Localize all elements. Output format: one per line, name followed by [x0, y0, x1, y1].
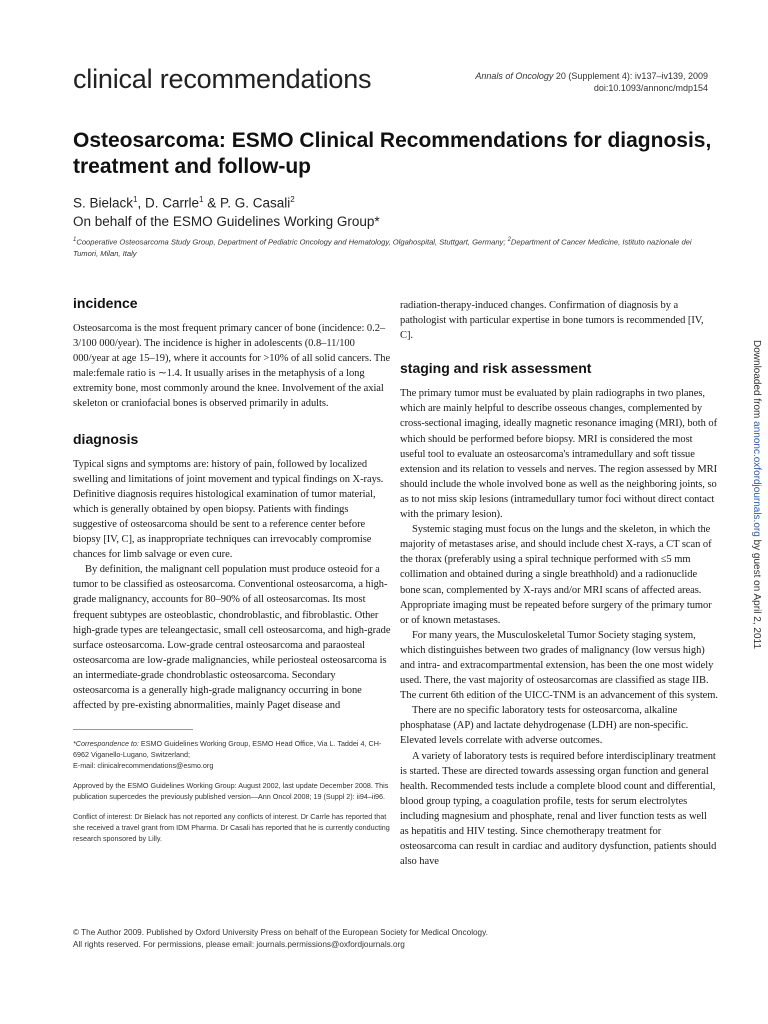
download-prefix: Downloaded from	[751, 340, 762, 422]
author-list	[73, 191, 713, 231]
doi: doi:10.1093/annonc/mdp154	[593, 83, 708, 93]
affiliation-text: Cooperative Osteosarcoma Study Group, Department of Pediatric Oncology and Hematology, Olgahospital, Stuttgart, Germany;	[76, 237, 508, 247]
paragraph: For many years, the Musculoskeletal Tumor Society staging system, which distinguishes between two grades of malignancy (low versus high) and intra- and extracompartmental extension, has been the one most widely used. There, the vast majority of osteosarcomas are classified as stage IIB. The current 6th edition of the UICC-TNM is an advancement of this system.	[400, 629, 718, 702]
left-column	[73, 294, 391, 853]
journal-reference	[408, 70, 708, 94]
author-separator: &	[203, 195, 220, 211]
section-title: clinical recommendations	[73, 64, 372, 94]
download-watermark	[751, 340, 762, 649]
journal-citation: 20 (Supplement 4): iv137–iv139, 2009	[555, 71, 708, 81]
on-behalf-line: On behalf of the ESMO Guidelines Working Group*	[73, 213, 380, 229]
copyright-line: © The Author 2009. Published by Oxford University Press on behalf of the European Society for Medical Oncology.	[73, 928, 488, 937]
paragraph: There are no specific laboratory tests for osteosarcoma, alkaline phosphatase (AP) and lactate dehydrogenase (LDH) are non-specific. Elevated levels correlate with adverse outcomes.	[400, 705, 689, 747]
footnote-label: *Correspondence to:	[73, 739, 139, 749]
approval-footnote: Approved by the ESMO Guidelines Working Group: August 2002, last update December 2008. This publication supercedes the previously published version—Ann Oncol 2008; 19 (Suppl 2): ii94–ii96.	[73, 781, 389, 802]
conflict-footnote: Conflict of interest: Dr Bielack has not reported any conflicts of interest. Dr Carrle has reported that she received a travel grant from IDM Pharma. Dr Casali has reported that he is currently conducting research sponsored by Lilly.	[73, 812, 390, 844]
journal-name: Annals of Oncology	[475, 71, 554, 81]
paragraph: By definition, the malignant cell population must produce osteoid for a tumor to be classified as osteosarcoma. Conventional osteosarcoma, a high-grade malignancy, accounts for 80–90% of all osteosarcomas. Its most frequent subtypes are osteoblastic, chondroblastic, and fibroblastic. Other high-grade types are teleangectasic, small cell osteosarcoma, and high-grade surface osteosarcoma. Low-grade central osteosarcoma and paraosteal osteosarcoma are low-grade malignancies, while periosteal osteosarcoma is an intermediate-grade chondroblastic osteosarcoma. Secondary osteosarcoma is a generally high-grade malignancy occurring in bone affected by pre-existing abnormalities, mainly Paget disease and	[73, 564, 391, 712]
footnote-divider	[73, 729, 193, 730]
affiliation-marker: 1	[199, 195, 204, 204]
affiliation-marker: 1	[133, 195, 138, 204]
correspondence-footnote	[73, 738, 391, 771]
paragraph: Typical signs and symptoms are: history of pain, followed by localized swelling and limitations of joint movement and typical findings on X-rays. Definitive diagnosis requires histological examination of tumor material, which is generally obtained by open biopsy. Patients with findings suggestive of osteosarcoma should be sent to a reference center before biopsy [IV, C], as inappropriate techniques can irrevocably compromise chances for limb salvage or even cure.	[73, 458, 384, 561]
footnote-text: ESMO Guidelines Working Group, ESMO Head Office, Via L. Taddei 4, CH-6962 Viganello-Lugano, Switzerland;	[73, 739, 382, 760]
journal-site-link[interactable]: annonc.oxfordjournals.org	[751, 421, 762, 537]
affiliation-marker: 2	[290, 195, 295, 204]
paragraph: Osteosarcoma is the most frequent primary cancer of bone (incidence: 0.2–3/100 000/year). The incidence is higher in adolescents (0.8–11/100 000/year at age 15–19), where it accounts for >10% of all solid cancers. The male:female ratio is ∼1.4. It usually arises in the metaphysis of a long extremity bone, most commonly around the knee. Involvement of the axial skeleton or craniofacial bones is observed primarily in adults.	[73, 323, 391, 410]
author-separator: ,	[137, 195, 145, 211]
copyright-line: All rights reserved. For permissions, please email: journals.permissions@oxfordjournals.org	[73, 939, 405, 949]
correspondence-email[interactable]: E-mail: clinicalrecommendations@esmo.org	[73, 761, 214, 771]
right-column	[400, 298, 718, 869]
copyright-notice	[73, 927, 713, 950]
section-heading-diagnosis: diagnosis	[73, 430, 139, 447]
affiliation-marker: 1	[73, 237, 77, 243]
paragraph: The primary tumor must be evaluated by plain radiographs in two planes, which are mainly helpful to describe osseous changes, complemented by cross-sectional imaging, ideally magnetic resonance imaging (MRI), both of which should be performed before biopsy. MRI is considered the most useful tool to evaluate an osteosarcoma's intramedullary and soft tissue extension and its relation to vessels and nerves. The region assessed by MRI should include the whole involved bone as well as the neighboring joints, so as to not miss skip lesions (intramedullary tumor foci without direct contact with the primary lesion).	[400, 388, 718, 521]
article-title: Osteosarcoma: ESMO Clinical Recommendations for diagnosis, treatment and follow-up	[73, 129, 712, 178]
author-name: S. Bielack	[73, 195, 134, 211]
section-heading-staging: staging and risk assessment	[400, 360, 592, 377]
download-suffix: by guest on April 2, 2011	[751, 536, 762, 649]
section-heading-incidence: incidence	[73, 295, 138, 311]
affiliations	[73, 235, 713, 260]
affiliation-text: Department of Cancer Medicine, Istituto nazionale dei Tumori, Milan, Italy	[73, 237, 692, 259]
affiliation-marker: 2	[507, 237, 511, 243]
paragraph: radiation-therapy-induced changes. Confirmation of diagnosis by a pathologist with particular expertise in bone tumors is recommended [IV, C].	[400, 300, 704, 342]
author-name: D. Carrle	[145, 195, 200, 211]
paragraph: A variety of laboratory tests is required before interdisciplinary treatment is started. These are directed towards assessing organ function and general health. Recommended tests include a complete blood count and differential, blood group typing, a coagulation profile, tests for serum electrolytes including magnesium and phosphate, renal and liver function tests as well as hepatitis and HIV testing. Since chemotherapy treatment for osteosarcoma can result in cardiac and auditory dysfunction, patients should also have	[400, 750, 717, 868]
author-name: P. G. Casali	[219, 195, 291, 211]
paragraph: Systemic staging must focus on the lungs and the skeleton, in which the majority of metastases arise, and should include chest X-rays, a CT scan of the thorax (preferably using a spiral technique performed with ≤5 mm collimation and obtained during a single breathhold) and a radionuclide bone scan, complemented by X-rays and/or MRI scans of affected areas. Appropriate imaging must be repeated before surgery of the primary tumor or of known metastases.	[400, 524, 712, 626]
